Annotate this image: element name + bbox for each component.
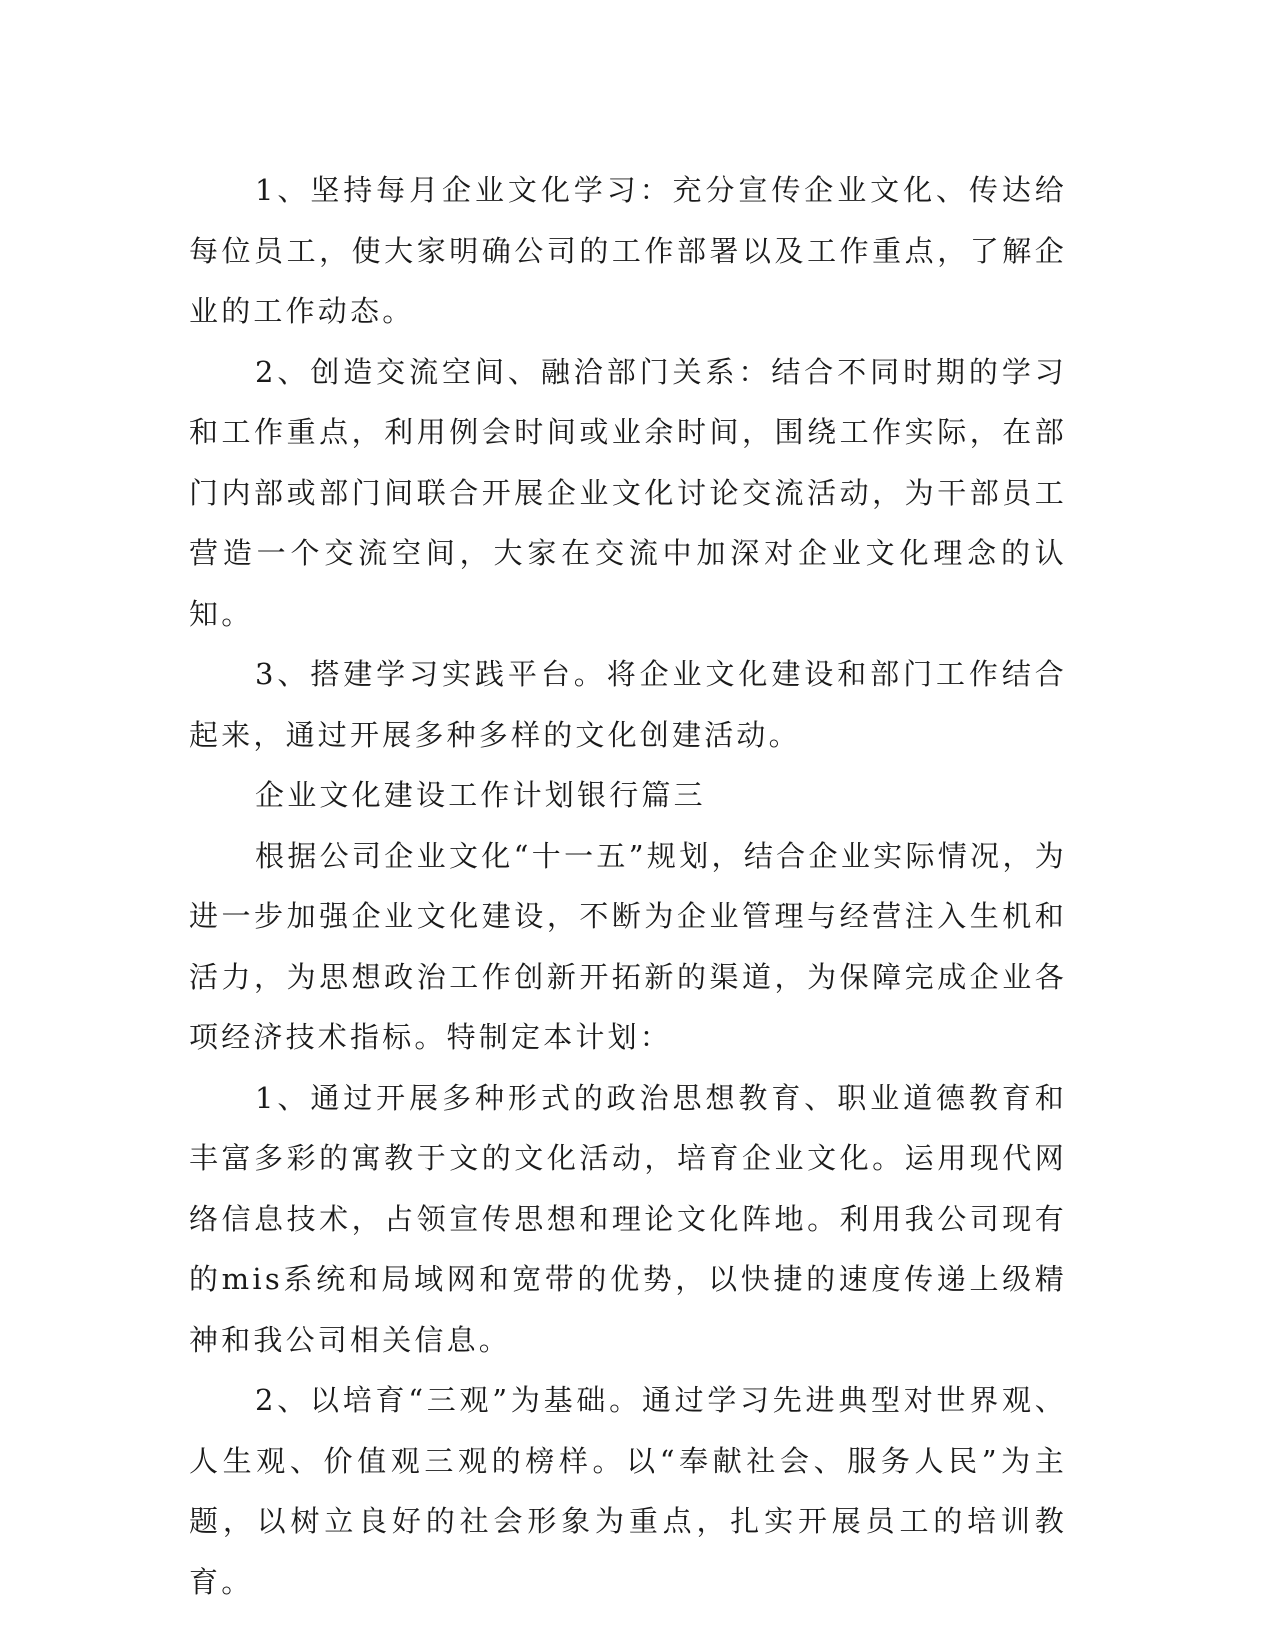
document-body — [189, 160, 1067, 1612]
paragraph-1: 1、坚持每月企业文化学习：充分宣传企业文化、传达给每位员工，使大家明确公司的工作部署以及工作重点，了解企业的工作动态。 — [189, 173, 1067, 328]
section-heading: 企业文化建设工作计划银行篇三 — [255, 778, 706, 812]
paragraph-2: 2、创造交流空间、融洽部门关系：结合不同时期的学习和工作重点，利用例会时间或业余时间，围绕工作实际，在部门内部或部门间联合开展企业文化讨论交流活动，为干部员工营造一个交流空间，大家在交流中加深对企业文化理念的认知。 — [189, 354, 1067, 631]
paragraph-3: 3、搭建学习实践平台。将企业文化建设和部门工作结合起来，通过开展多种多样的文化创建活动。 — [189, 657, 1067, 752]
paragraph-6: 2、以培育“三观”为基础。通过学习先进典型对世界观、人生观、价值观三观的榜样。以“奉献社会、服务人民”为主题，以树立良好的社会形象为重点，扎实开展员工的培训教育。 — [189, 1383, 1067, 1599]
paragraph-5: 1、通过开展多种形式的政治思想教育、职业道德教育和丰富多彩的寓教于文的文化活动，培育企业文化。运用现代网络信息技术，占领宣传思想和理论文化阵地。利用我公司现有的mis系统和局域网和宽带的优势，以快捷的速度传递上级精神和我公司相关信息。 — [189, 1080, 1067, 1357]
paragraph-4: 根据公司企业文化“十一五”规划，结合企业实际情况，为进一步加强企业文化建设，不断为企业管理与经营注入生机和活力，为思想政治工作创新开拓新的渠道，为保障完成企业各项经济技术指标。特制定本计划： — [189, 838, 1067, 1054]
